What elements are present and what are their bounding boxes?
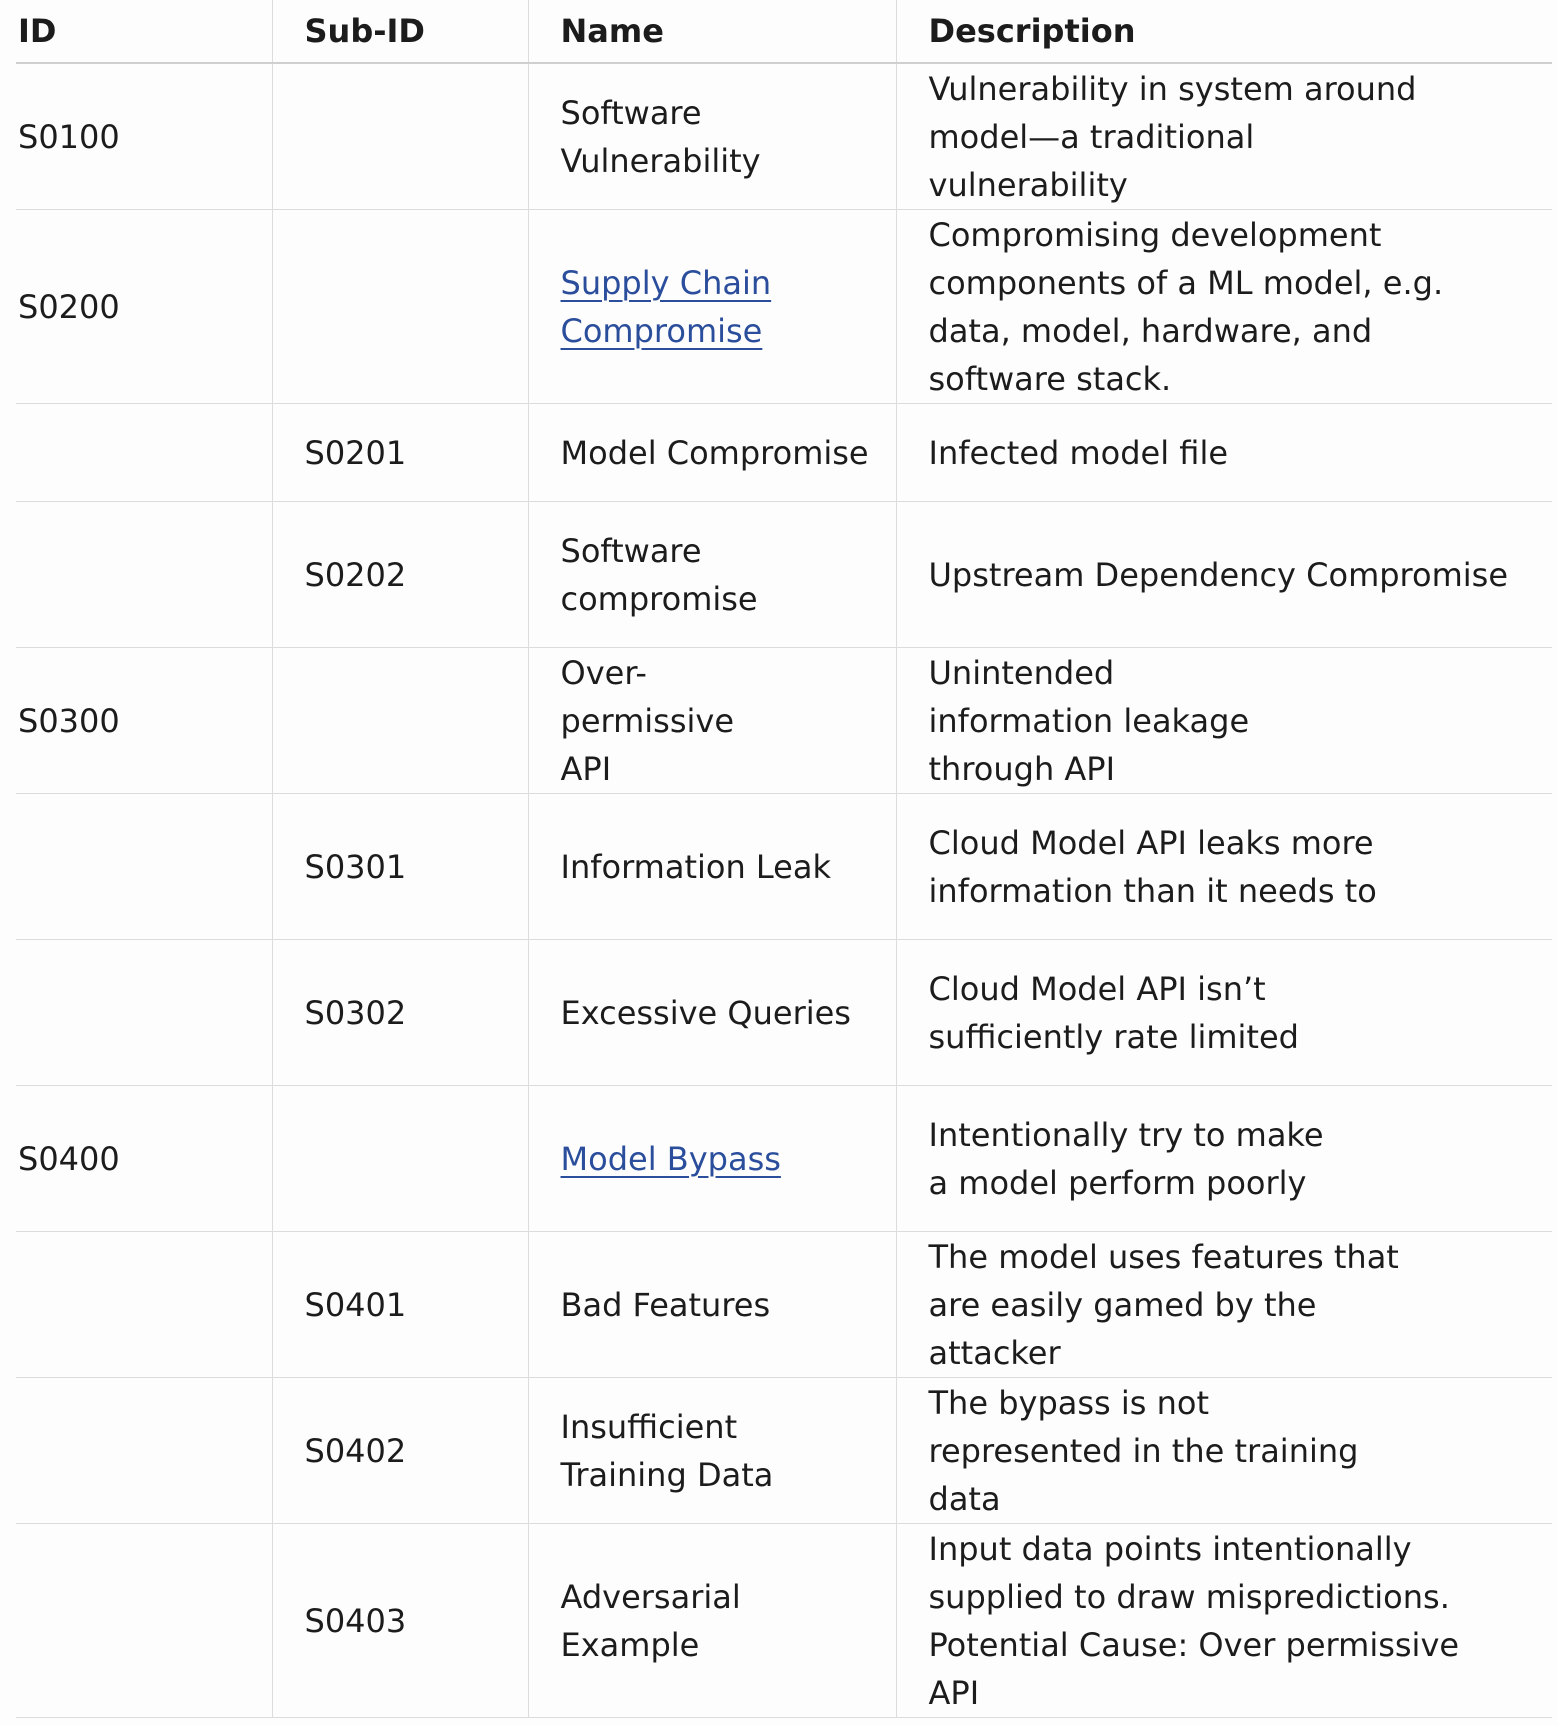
cell-name: Excessive Queries: [528, 940, 896, 1086]
cell-id: S0300: [16, 648, 272, 794]
name-text: Insufficient Training Data: [560, 1407, 774, 1494]
cell-name: [528, 648, 896, 794]
vulnerability-table: [16, 0, 1552, 1718]
cell-sub-id: S0402: [272, 1378, 528, 1524]
cell-description: [896, 63, 1552, 210]
cell-description: [896, 794, 1552, 940]
cell-id: [16, 1378, 272, 1524]
cell-description: [896, 648, 1552, 794]
cell-sub-id: [272, 63, 528, 210]
cell-id: [16, 940, 272, 1086]
model-bypass-link[interactable]: Model Bypass: [560, 1139, 781, 1178]
table-row: [16, 1524, 1552, 1718]
description-text: Unintended information leakage through API: [928, 653, 1250, 788]
cell-name: Bad Features: [528, 1232, 896, 1378]
table-body: [16, 63, 1552, 1718]
description-text: The model uses features that are easily gamed by the attacker: [928, 1237, 1399, 1372]
cell-name: [528, 210, 896, 404]
table-row: [16, 502, 1552, 648]
name-text: Software compromise: [560, 531, 758, 618]
cell-description: [896, 1232, 1552, 1378]
description-text: Cloud Model API isn’t sufficiently rate limited: [928, 969, 1299, 1056]
table-row: [16, 404, 1552, 502]
header-description: Description: [896, 0, 1552, 63]
cell-description: [896, 940, 1552, 1086]
cell-description: [896, 210, 1552, 404]
description-text: Input data points intentionally supplied to draw mispredictions. Potential Cause: Over permissive API: [928, 1529, 1460, 1712]
table-row: [16, 1086, 1552, 1232]
cell-name: [528, 1378, 896, 1524]
cell-description: [896, 1086, 1552, 1232]
cell-description: [896, 1378, 1552, 1524]
cell-name: [528, 1086, 896, 1232]
name-text: Over-permissive API: [560, 653, 735, 788]
table-row: [16, 63, 1552, 210]
table-header: [16, 0, 1552, 63]
description-text: The bypass is not represented in the training data: [928, 1383, 1359, 1518]
cell-id: [16, 404, 272, 502]
cell-sub-id: [272, 1086, 528, 1232]
table-row: [16, 648, 1552, 794]
name-text: Software Vulnerability: [560, 93, 761, 180]
name-text: Adversarial Example: [560, 1577, 741, 1664]
cell-description: Infected model file: [896, 404, 1552, 502]
cell-sub-id: S0403: [272, 1524, 528, 1718]
header-row: [16, 0, 1552, 63]
table-row: [16, 794, 1552, 940]
cell-description: [896, 1524, 1552, 1718]
cell-name: [528, 63, 896, 210]
table-row: [16, 1378, 1552, 1524]
description-text: Intentionally try to make a model perform poorly: [928, 1115, 1324, 1202]
table-row: [16, 210, 1552, 404]
cell-sub-id: [272, 210, 528, 404]
cell-sub-id: S0201: [272, 404, 528, 502]
cell-sub-id: S0202: [272, 502, 528, 648]
table-row: [16, 1232, 1552, 1378]
cell-name: Information Leak: [528, 794, 896, 940]
description-text: Cloud Model API leaks more information than it needs to: [928, 823, 1377, 910]
cell-sub-id: S0301: [272, 794, 528, 940]
cell-sub-id: [272, 648, 528, 794]
cell-id: S0200: [16, 210, 272, 404]
cell-name: [528, 1524, 896, 1718]
cell-id: [16, 794, 272, 940]
cell-id: S0400: [16, 1086, 272, 1232]
header-name: Name: [528, 0, 896, 63]
supply-chain-compromise-link[interactable]: Supply Chain Compromise: [560, 263, 772, 350]
cell-id: [16, 1232, 272, 1378]
cell-description: Upstream Dependency Compromise: [896, 502, 1552, 648]
description-text: Vulnerability in system around model—a traditional vulnerability: [928, 69, 1417, 204]
cell-id: [16, 502, 272, 648]
cell-sub-id: S0302: [272, 940, 528, 1086]
cell-name: [528, 502, 896, 648]
description-text: Compromising development components of a ML model, e.g. data, model, hardware, and software stack.: [928, 215, 1444, 398]
cell-id: S0100: [16, 63, 272, 210]
cell-sub-id: S0401: [272, 1232, 528, 1378]
cell-name: Model Compromise: [528, 404, 896, 502]
header-sub-id: Sub-ID: [272, 0, 528, 63]
table-row: [16, 940, 1552, 1086]
cell-id: [16, 1524, 272, 1718]
header-id: ID: [16, 0, 272, 63]
